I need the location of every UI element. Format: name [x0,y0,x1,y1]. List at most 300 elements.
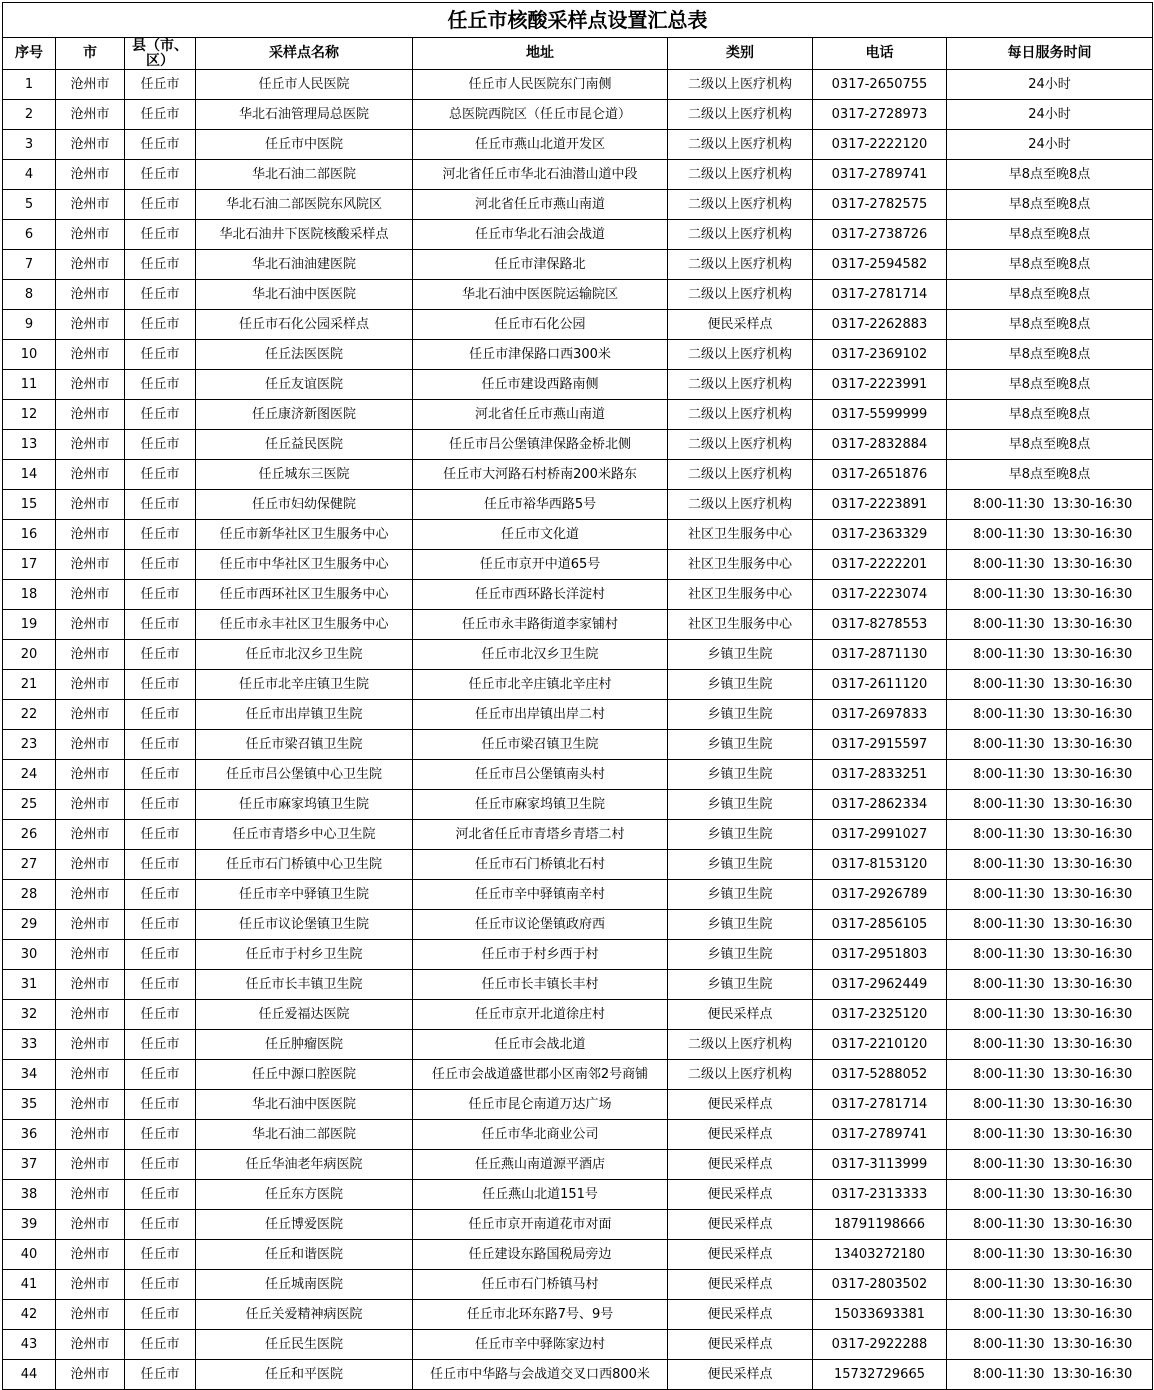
table-row [3,580,1153,610]
cell-city: 沧州市 [56,1330,125,1360]
cell-county: 任丘市 [125,970,196,1000]
cell-site-name: 任丘民生医院 [196,1330,413,1360]
cell-phone: 0317-2223074 [813,580,947,610]
cell-county: 任丘市 [125,1150,196,1180]
cell-phone: 0317-2871130 [813,640,947,670]
cell-index: 22 [3,700,56,730]
cell-phone: 0317-2363329 [813,520,947,550]
table-row [3,880,1153,910]
cell-service-hours: 8:00-11:30 13:30-16:30 [947,490,1153,520]
cell-city: 沧州市 [56,580,125,610]
cell-index: 37 [3,1150,56,1180]
cell-service-hours: 8:00-11:30 13:30-16:30 [947,1300,1153,1330]
table-row [3,1120,1153,1150]
cell-phone: 0317-2803502 [813,1270,947,1300]
cell-category: 社区卫生服务中心 [668,550,813,580]
cell-city: 沧州市 [56,1360,125,1390]
cell-index: 12 [3,400,56,430]
cell-site-name: 华北石油井下医院核酸采样点 [196,220,413,250]
cell-county: 任丘市 [125,1090,196,1120]
cell-address: 任丘市辛中驿陈家边村 [413,1330,668,1360]
cell-address: 任丘市华北石油会战道 [413,220,668,250]
cell-category: 便民采样点 [668,1210,813,1240]
cell-phone: 0317-2222120 [813,130,947,160]
cell-site-name: 任丘和谐医院 [196,1240,413,1270]
cell-category: 二级以上医疗机构 [668,1060,813,1090]
table-row [3,700,1153,730]
cell-phone: 0317-2962449 [813,970,947,1000]
cell-category: 便民采样点 [668,1330,813,1360]
cell-site-name: 任丘东方医院 [196,1180,413,1210]
cell-address: 任丘市大河路石村桥南200米路东 [413,460,668,490]
cell-service-hours: 24小时 [947,70,1153,100]
cell-service-hours: 8:00-11:30 13:30-16:30 [947,850,1153,880]
cell-service-hours: 8:00-11:30 13:30-16:30 [947,1270,1153,1300]
cell-city: 沧州市 [56,730,125,760]
cell-site-name: 任丘肿瘤医院 [196,1030,413,1060]
cell-index: 29 [3,910,56,940]
cell-category: 乡镇卫生院 [668,670,813,700]
cell-address: 任丘市石门桥镇北石村 [413,850,668,880]
cell-county: 任丘市 [125,1300,196,1330]
cell-service-hours: 8:00-11:30 13:30-16:30 [947,1240,1153,1270]
cell-phone: 15732729665 [813,1360,947,1390]
cell-city: 沧州市 [56,520,125,550]
cell-site-name: 任丘市妇幼保健院 [196,490,413,520]
cell-site-name: 任丘法医医院 [196,340,413,370]
cell-category: 便民采样点 [668,1240,813,1270]
cell-city: 沧州市 [56,790,125,820]
cell-site-name: 任丘城南医院 [196,1270,413,1300]
cell-service-hours: 8:00-11:30 13:30-16:30 [947,550,1153,580]
cell-service-hours: 8:00-11:30 13:30-16:30 [947,1210,1153,1240]
table-body [3,70,1153,1390]
cell-phone: 0317-2223991 [813,370,947,400]
table-row [3,1240,1153,1270]
cell-index: 28 [3,880,56,910]
cell-county: 任丘市 [125,520,196,550]
cell-index: 17 [3,550,56,580]
cell-site-name: 华北石油管理局总医院 [196,100,413,130]
cell-category: 乡镇卫生院 [668,850,813,880]
cell-county: 任丘市 [125,430,196,460]
cell-city: 沧州市 [56,190,125,220]
cell-county: 任丘市 [125,280,196,310]
cell-service-hours: 8:00-11:30 13:30-16:30 [947,790,1153,820]
cell-phone: 0317-2781714 [813,1090,947,1120]
table-row [3,850,1153,880]
cell-city: 沧州市 [56,1240,125,1270]
cell-address: 任丘燕山北道151号 [413,1180,668,1210]
cell-address: 任丘市永丰路街道李家铺村 [413,610,668,640]
cell-index: 14 [3,460,56,490]
cell-site-name: 任丘市出岸镇卫生院 [196,700,413,730]
cell-address: 河北省任丘市燕山南道 [413,190,668,220]
cell-phone: 0317-2833251 [813,760,947,790]
cell-index: 32 [3,1000,56,1030]
cell-county: 任丘市 [125,220,196,250]
cell-city: 沧州市 [56,940,125,970]
cell-index: 39 [3,1210,56,1240]
cell-service-hours: 8:00-11:30 13:30-16:30 [947,1180,1153,1210]
cell-index: 9 [3,310,56,340]
cell-county: 任丘市 [125,640,196,670]
table-row [3,70,1153,100]
cell-index: 10 [3,340,56,370]
cell-address: 任丘市石化公园 [413,310,668,340]
table-row [3,550,1153,580]
cell-address: 任丘市华北商业公司 [413,1120,668,1150]
cell-county: 任丘市 [125,100,196,130]
cell-city: 沧州市 [56,250,125,280]
cell-city: 沧州市 [56,1000,125,1030]
table-row [3,430,1153,460]
cell-index: 21 [3,670,56,700]
table-row [3,790,1153,820]
cell-county: 任丘市 [125,130,196,160]
table-row [3,160,1153,190]
cell-county: 任丘市 [125,880,196,910]
cell-address: 任丘市中华路与会战道交叉口西800米 [413,1360,668,1390]
cell-service-hours: 8:00-11:30 13:30-16:30 [947,910,1153,940]
cell-city: 沧州市 [56,370,125,400]
cell-phone: 0317-2611120 [813,670,947,700]
cell-service-hours: 早8点至晚8点 [947,340,1153,370]
cell-category: 二级以上医疗机构 [668,220,813,250]
cell-address: 任丘燕山南道源平酒店 [413,1150,668,1180]
cell-county: 任丘市 [125,1270,196,1300]
table-row [3,130,1153,160]
cell-index: 18 [3,580,56,610]
cell-service-hours: 8:00-11:30 13:30-16:30 [947,580,1153,610]
header-service-hours: 每日服务时间 [947,38,1153,70]
cell-phone: 0317-2789741 [813,1120,947,1150]
cell-city: 沧州市 [56,1030,125,1060]
cell-service-hours: 8:00-11:30 13:30-16:30 [947,880,1153,910]
cell-service-hours: 8:00-11:30 13:30-16:30 [947,760,1153,790]
cell-county: 任丘市 [125,580,196,610]
cell-category: 社区卫生服务中心 [668,580,813,610]
cell-category: 二级以上医疗机构 [668,490,813,520]
cell-county: 任丘市 [125,160,196,190]
cell-address: 任丘市北环东路7号、9号 [413,1300,668,1330]
table-row [3,310,1153,340]
cell-service-hours: 8:00-11:30 13:30-16:30 [947,520,1153,550]
cell-city: 沧州市 [56,160,125,190]
cell-phone: 0317-2594582 [813,250,947,280]
cell-county: 任丘市 [125,850,196,880]
cell-address: 任丘市京开北道徐庄村 [413,1000,668,1030]
cell-address: 任丘市北汉乡卫生院 [413,640,668,670]
cell-address: 任丘市出岸镇出岸二村 [413,700,668,730]
cell-phone: 0317-3113999 [813,1150,947,1180]
cell-address: 任丘市北辛庄镇北辛庄村 [413,670,668,700]
table-row [3,220,1153,250]
cell-category: 便民采样点 [668,1120,813,1150]
cell-site-name: 任丘市新华社区卫生服务中心 [196,520,413,550]
cell-site-name: 华北石油二部医院 [196,160,413,190]
cell-county: 任丘市 [125,790,196,820]
cell-service-hours: 8:00-11:30 13:30-16:30 [947,1120,1153,1150]
cell-address: 任丘市建设西路南侧 [413,370,668,400]
cell-county: 任丘市 [125,190,196,220]
cell-phone: 0317-8153120 [813,850,947,880]
cell-phone: 0317-2369102 [813,340,947,370]
cell-county: 任丘市 [125,670,196,700]
cell-service-hours: 早8点至晚8点 [947,250,1153,280]
cell-service-hours: 早8点至晚8点 [947,310,1153,340]
cell-service-hours: 早8点至晚8点 [947,220,1153,250]
cell-category: 二级以上医疗机构 [668,280,813,310]
cell-site-name: 任丘市永丰社区卫生服务中心 [196,610,413,640]
cell-category: 社区卫生服务中心 [668,610,813,640]
table-title: 任丘市核酸采样点设置汇总表 [3,3,1153,38]
cell-address: 任丘市裕华西路5号 [413,490,668,520]
cell-address: 任丘市人民医院东门南侧 [413,70,668,100]
cell-address: 任丘建设东路国税局旁边 [413,1240,668,1270]
cell-phone: 0317-2782575 [813,190,947,220]
cell-index: 11 [3,370,56,400]
table-row [3,370,1153,400]
cell-category: 便民采样点 [668,1300,813,1330]
cell-category: 乡镇卫生院 [668,880,813,910]
cell-service-hours: 早8点至晚8点 [947,430,1153,460]
table-row [3,940,1153,970]
table-row [3,520,1153,550]
cell-site-name: 任丘市于村乡卫生院 [196,940,413,970]
table-row [3,1270,1153,1300]
header-phone: 电话 [813,38,947,70]
cell-category: 乡镇卫生院 [668,760,813,790]
cell-city: 沧州市 [56,760,125,790]
cell-category: 二级以上医疗机构 [668,370,813,400]
table-row [3,820,1153,850]
cell-site-name: 任丘和平医院 [196,1360,413,1390]
cell-service-hours: 早8点至晚8点 [947,370,1153,400]
header-category: 类别 [668,38,813,70]
cell-county: 任丘市 [125,1360,196,1390]
cell-county: 任丘市 [125,1240,196,1270]
cell-address: 河北省任丘市青塔乡青塔二村 [413,820,668,850]
cell-site-name: 任丘市北辛庄镇卫生院 [196,670,413,700]
cell-category: 便民采样点 [668,1360,813,1390]
cell-site-name: 任丘友谊医院 [196,370,413,400]
cell-address: 任丘市于村乡西于村 [413,940,668,970]
cell-phone: 0317-2832884 [813,430,947,460]
cell-address: 任丘市西环路长洋淀村 [413,580,668,610]
cell-index: 33 [3,1030,56,1060]
table-row [3,1000,1153,1030]
cell-category: 便民采样点 [668,1090,813,1120]
cell-site-name: 任丘华油老年病医院 [196,1150,413,1180]
cell-address: 任丘市长丰镇长丰村 [413,970,668,1000]
cell-index: 38 [3,1180,56,1210]
cell-index: 40 [3,1240,56,1270]
cell-category: 二级以上医疗机构 [668,400,813,430]
cell-category: 便民采样点 [668,1180,813,1210]
cell-category: 便民采样点 [668,1000,813,1030]
cell-category: 乡镇卫生院 [668,940,813,970]
table-row [3,970,1153,1000]
cell-city: 沧州市 [56,400,125,430]
table-row [3,490,1153,520]
cell-city: 沧州市 [56,700,125,730]
cell-address: 任丘市辛中驿镇南辛村 [413,880,668,910]
cell-index: 26 [3,820,56,850]
cell-phone: 0317-2856105 [813,910,947,940]
cell-index: 27 [3,850,56,880]
cell-county: 任丘市 [125,730,196,760]
cell-service-hours: 24小时 [947,100,1153,130]
cell-city: 沧州市 [56,130,125,160]
cell-city: 沧州市 [56,460,125,490]
cell-index: 6 [3,220,56,250]
cell-county: 任丘市 [125,340,196,370]
header-index: 序号 [3,38,56,70]
cell-category: 二级以上医疗机构 [668,250,813,280]
cell-county: 任丘市 [125,1180,196,1210]
cell-site-name: 任丘市中华社区卫生服务中心 [196,550,413,580]
cell-address: 任丘市会战道盛世郡小区南邻2号商铺 [413,1060,668,1090]
cell-address: 华北石油中医医院运输院区 [413,280,668,310]
cell-city: 沧州市 [56,820,125,850]
cell-address: 河北省任丘市燕山南道 [413,400,668,430]
cell-city: 沧州市 [56,1180,125,1210]
cell-city: 沧州市 [56,1210,125,1240]
cell-county: 任丘市 [125,1120,196,1150]
cell-index: 31 [3,970,56,1000]
cell-city: 沧州市 [56,100,125,130]
table-row [3,1300,1153,1330]
cell-service-hours: 8:00-11:30 13:30-16:30 [947,700,1153,730]
cell-city: 沧州市 [56,430,125,460]
cell-site-name: 华北石油油建医院 [196,250,413,280]
cell-address: 任丘市吕公堡镇南头村 [413,760,668,790]
cell-phone: 18791198666 [813,1210,947,1240]
table-row [3,340,1153,370]
cell-address: 任丘市文化道 [413,520,668,550]
cell-city: 沧州市 [56,70,125,100]
cell-site-name: 任丘益民医院 [196,430,413,460]
cell-index: 16 [3,520,56,550]
cell-service-hours: 8:00-11:30 13:30-16:30 [947,970,1153,1000]
cell-phone: 0317-2325120 [813,1000,947,1030]
cell-phone: 0317-2650755 [813,70,947,100]
cell-service-hours: 24小时 [947,130,1153,160]
cell-county: 任丘市 [125,490,196,520]
table-row [3,910,1153,940]
cell-county: 任丘市 [125,1330,196,1360]
cell-city: 沧州市 [56,670,125,700]
cell-county: 任丘市 [125,1000,196,1030]
cell-index: 44 [3,1360,56,1390]
cell-phone: 0317-2210120 [813,1030,947,1060]
cell-county: 任丘市 [125,700,196,730]
cell-address: 河北省任丘市华北石油潜山道中段 [413,160,668,190]
cell-category: 二级以上医疗机构 [668,100,813,130]
cell-category: 乡镇卫生院 [668,790,813,820]
cell-county: 任丘市 [125,1060,196,1090]
cell-county: 任丘市 [125,310,196,340]
cell-site-name: 任丘市人民医院 [196,70,413,100]
cell-phone: 0317-2951803 [813,940,947,970]
cell-category: 乡镇卫生院 [668,970,813,1000]
cell-address: 任丘市吕公堡镇津保路金桥北侧 [413,430,668,460]
cell-city: 沧州市 [56,550,125,580]
table-row [3,610,1153,640]
cell-city: 沧州市 [56,1060,125,1090]
cell-service-hours: 8:00-11:30 13:30-16:30 [947,1090,1153,1120]
table-row [3,190,1153,220]
cell-site-name: 任丘市中医院 [196,130,413,160]
cell-site-name: 任丘市议论堡镇卫生院 [196,910,413,940]
cell-address: 任丘市麻家坞镇卫生院 [413,790,668,820]
cell-site-name: 任丘爱福达医院 [196,1000,413,1030]
cell-city: 沧州市 [56,880,125,910]
cell-phone: 0317-2651876 [813,460,947,490]
table-row [3,280,1153,310]
cell-phone: 0317-2789741 [813,160,947,190]
cell-address: 任丘市梁召镇卫生院 [413,730,668,760]
table-row [3,1090,1153,1120]
table-row [3,1150,1153,1180]
cell-category: 乡镇卫生院 [668,910,813,940]
cell-site-name: 任丘市辛中驿镇卫生院 [196,880,413,910]
table-row [3,460,1153,490]
cell-service-hours: 8:00-11:30 13:30-16:30 [947,640,1153,670]
cell-phone: 0317-2262883 [813,310,947,340]
cell-address: 任丘市议论堡镇政府西 [413,910,668,940]
cell-site-name: 任丘城东三医院 [196,460,413,490]
cell-site-name: 任丘市长丰镇卫生院 [196,970,413,1000]
cell-county: 任丘市 [125,910,196,940]
cell-service-hours: 早8点至晚8点 [947,400,1153,430]
cell-city: 沧州市 [56,310,125,340]
cell-site-name: 任丘市麻家坞镇卫生院 [196,790,413,820]
cell-service-hours: 8:00-11:30 13:30-16:30 [947,1150,1153,1180]
cell-site-name: 任丘博爱医院 [196,1210,413,1240]
cell-city: 沧州市 [56,1120,125,1150]
cell-phone: 0317-2926789 [813,880,947,910]
cell-address: 任丘市燕山北道开发区 [413,130,668,160]
cell-service-hours: 早8点至晚8点 [947,460,1153,490]
table-row [3,1030,1153,1060]
cell-site-name: 任丘市石化公园采样点 [196,310,413,340]
cell-index: 23 [3,730,56,760]
cell-service-hours: 8:00-11:30 13:30-16:30 [947,1030,1153,1060]
cell-index: 13 [3,430,56,460]
cell-city: 沧州市 [56,1150,125,1180]
cell-index: 8 [3,280,56,310]
cell-phone: 0317-2738726 [813,220,947,250]
cell-index: 24 [3,760,56,790]
cell-address: 任丘市津保路口西300米 [413,340,668,370]
spreadsheet [2,2,1152,1390]
cell-category: 便民采样点 [668,310,813,340]
sampling-sites-table [2,2,1153,1390]
cell-index: 19 [3,610,56,640]
cell-index: 43 [3,1330,56,1360]
cell-index: 42 [3,1300,56,1330]
cell-index: 35 [3,1090,56,1120]
cell-phone: 0317-2991027 [813,820,947,850]
table-row [3,1360,1153,1390]
cell-category: 二级以上医疗机构 [668,460,813,490]
cell-site-name: 任丘市吕公堡镇中心卫生院 [196,760,413,790]
cell-site-name: 任丘康济新图医院 [196,400,413,430]
cell-city: 沧州市 [56,220,125,250]
header-county: 县（市、区） [125,38,196,70]
